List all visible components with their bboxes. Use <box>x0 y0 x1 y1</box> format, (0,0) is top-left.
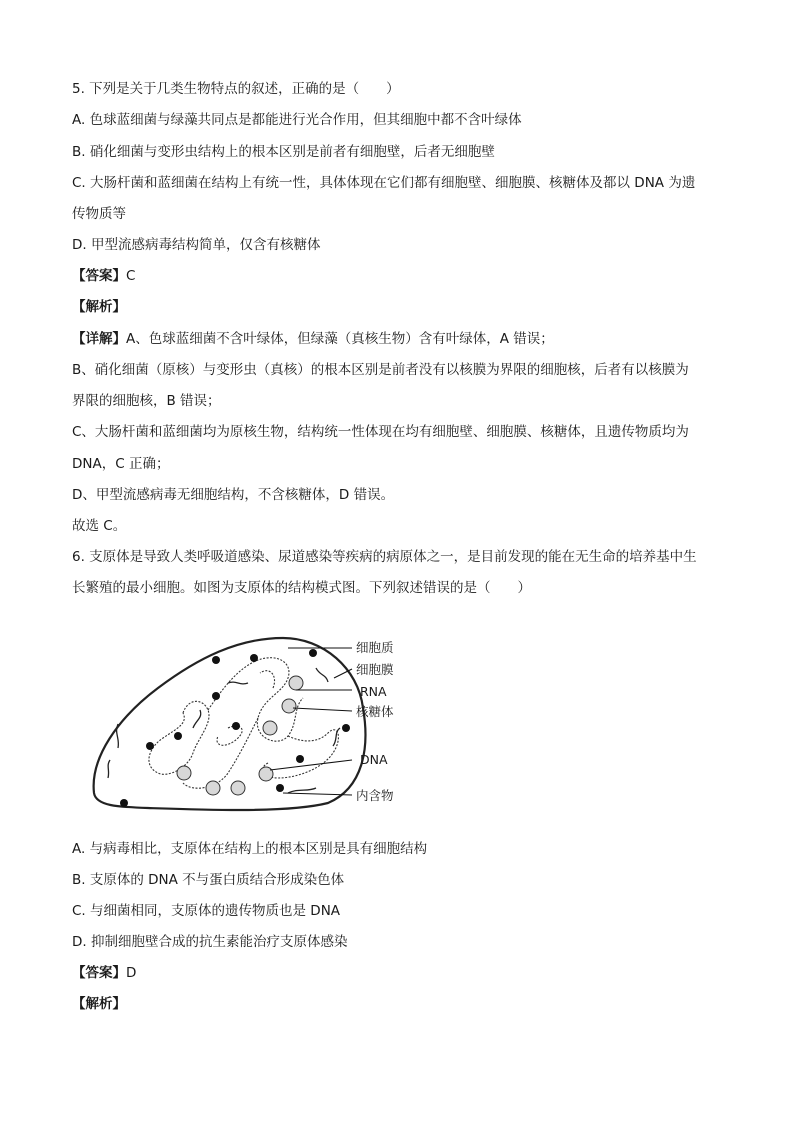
ribosome <box>177 766 191 780</box>
label-dna: DNA <box>360 752 388 767</box>
q5-detail-b: B、硝化细菌（原核）与变形虫（真核）的根本区别是前者没有以核膜为界限的细胞核，后者有以核膜为 <box>72 362 689 378</box>
ribosome <box>206 781 220 795</box>
inclusion-dot <box>250 654 258 662</box>
inclusion-dot <box>276 784 284 792</box>
q6-answer <box>72 964 136 982</box>
q6-stem-line1: 6. 支原体是导致人类呼吸道感染、尿道感染等疾病的病原体之一，是目前发现的能在无生命的培养基中生 <box>72 549 697 565</box>
label-membrane: 细胞膜 <box>356 662 394 677</box>
ribosome <box>263 721 277 735</box>
label-rna: RNA <box>360 684 387 699</box>
detail-text: A、色球蓝细菌不含叶绿体，但绿藻（真核生物）含有叶绿体，A 错误； <box>126 331 554 347</box>
label-inclusion: 内含物 <box>356 788 394 803</box>
inclusion-dot <box>212 656 220 664</box>
ribosome <box>282 699 296 713</box>
inclusion-dot <box>232 722 240 730</box>
q5-detail-c-cont: DNA，C 正确； <box>72 456 170 472</box>
q5-detail-a <box>72 330 554 348</box>
q5-option-b: B. 硝化细菌与变形虫结构上的根本区别是前者有细胞壁，后者无细胞壁 <box>72 144 495 160</box>
inclusion-dot <box>120 799 128 807</box>
inclusion-dot <box>212 692 220 700</box>
inclusion-dot <box>174 732 182 740</box>
q5-detail-c: C、大肠杆菌和蓝细菌均为原核生物，结构统一性体现在均有细胞壁、细胞膜、核糖体，且遗传物质均为 <box>72 424 689 440</box>
q6-option-b: B. 支原体的 DNA 不与蛋白质结合形成染色体 <box>72 872 345 888</box>
answer-value: D <box>126 965 137 981</box>
q5-conclusion: 故选 C。 <box>72 518 127 534</box>
q5-detail-b-cont: 界限的细胞核，B 错误； <box>72 393 221 409</box>
detail-tag: 【详解】 <box>72 331 126 347</box>
ribosome <box>231 781 245 795</box>
inclusion-dot <box>146 742 154 750</box>
inclusion-dot <box>342 724 350 732</box>
q5-option-c: C. 大肠杆菌和蓝细菌在结构上有统一性，具体体现在它们都有细胞壁、细胞膜、核糖体及都以 DNA 为遗 <box>72 175 696 191</box>
label-ribosome: 核糖体 <box>356 704 394 719</box>
q6-option-a: A. 与病毒相比，支原体在结构上的根本区别是具有细胞结构 <box>72 841 428 857</box>
inclusion-dot <box>309 649 317 657</box>
q5-option-d: D. 甲型流感病毒结构简单，仅含有核糖体 <box>72 237 321 253</box>
ribosome <box>289 676 303 690</box>
q6-analysis-tag: 【解析】 <box>72 996 126 1012</box>
q5-stem: 5. 下列是关于几类生物特点的叙述，正确的是（ ） <box>72 81 400 97</box>
q5-option-c-cont: 传物质等 <box>72 206 126 222</box>
q5-detail-d: D、甲型流感病毒无细胞结构，不含核糖体，D 错误。 <box>72 487 395 503</box>
label-cytoplasm: 细胞质 <box>356 640 394 655</box>
q6-option-d: D. 抑制细胞壁合成的抗生素能治疗支原体感染 <box>72 934 348 950</box>
q5-option-a: A. 色球蓝细菌与绿藻共同点是都能进行光合作用，但其细胞中都不含叶绿体 <box>72 112 522 128</box>
q6-stem-line2: 长繁殖的最小细胞。如图为支原体的结构模式图。下列叙述错误的是（ ） <box>72 580 531 596</box>
answer-tag: 【答案】 <box>72 268 126 284</box>
mycoplasma-diagram <box>88 628 448 818</box>
q5-analysis-tag: 【解析】 <box>72 299 126 315</box>
ribosome <box>259 767 273 781</box>
answer-value: C <box>126 268 136 284</box>
cell-membrane-outline <box>94 638 366 810</box>
q5-answer <box>72 267 135 285</box>
mycoplasma-svg <box>88 628 448 818</box>
answer-tag: 【答案】 <box>72 965 126 981</box>
q6-option-c: C. 与细菌相同，支原体的遗传物质也是 DNA <box>72 903 341 919</box>
inclusion-dot <box>296 755 304 763</box>
